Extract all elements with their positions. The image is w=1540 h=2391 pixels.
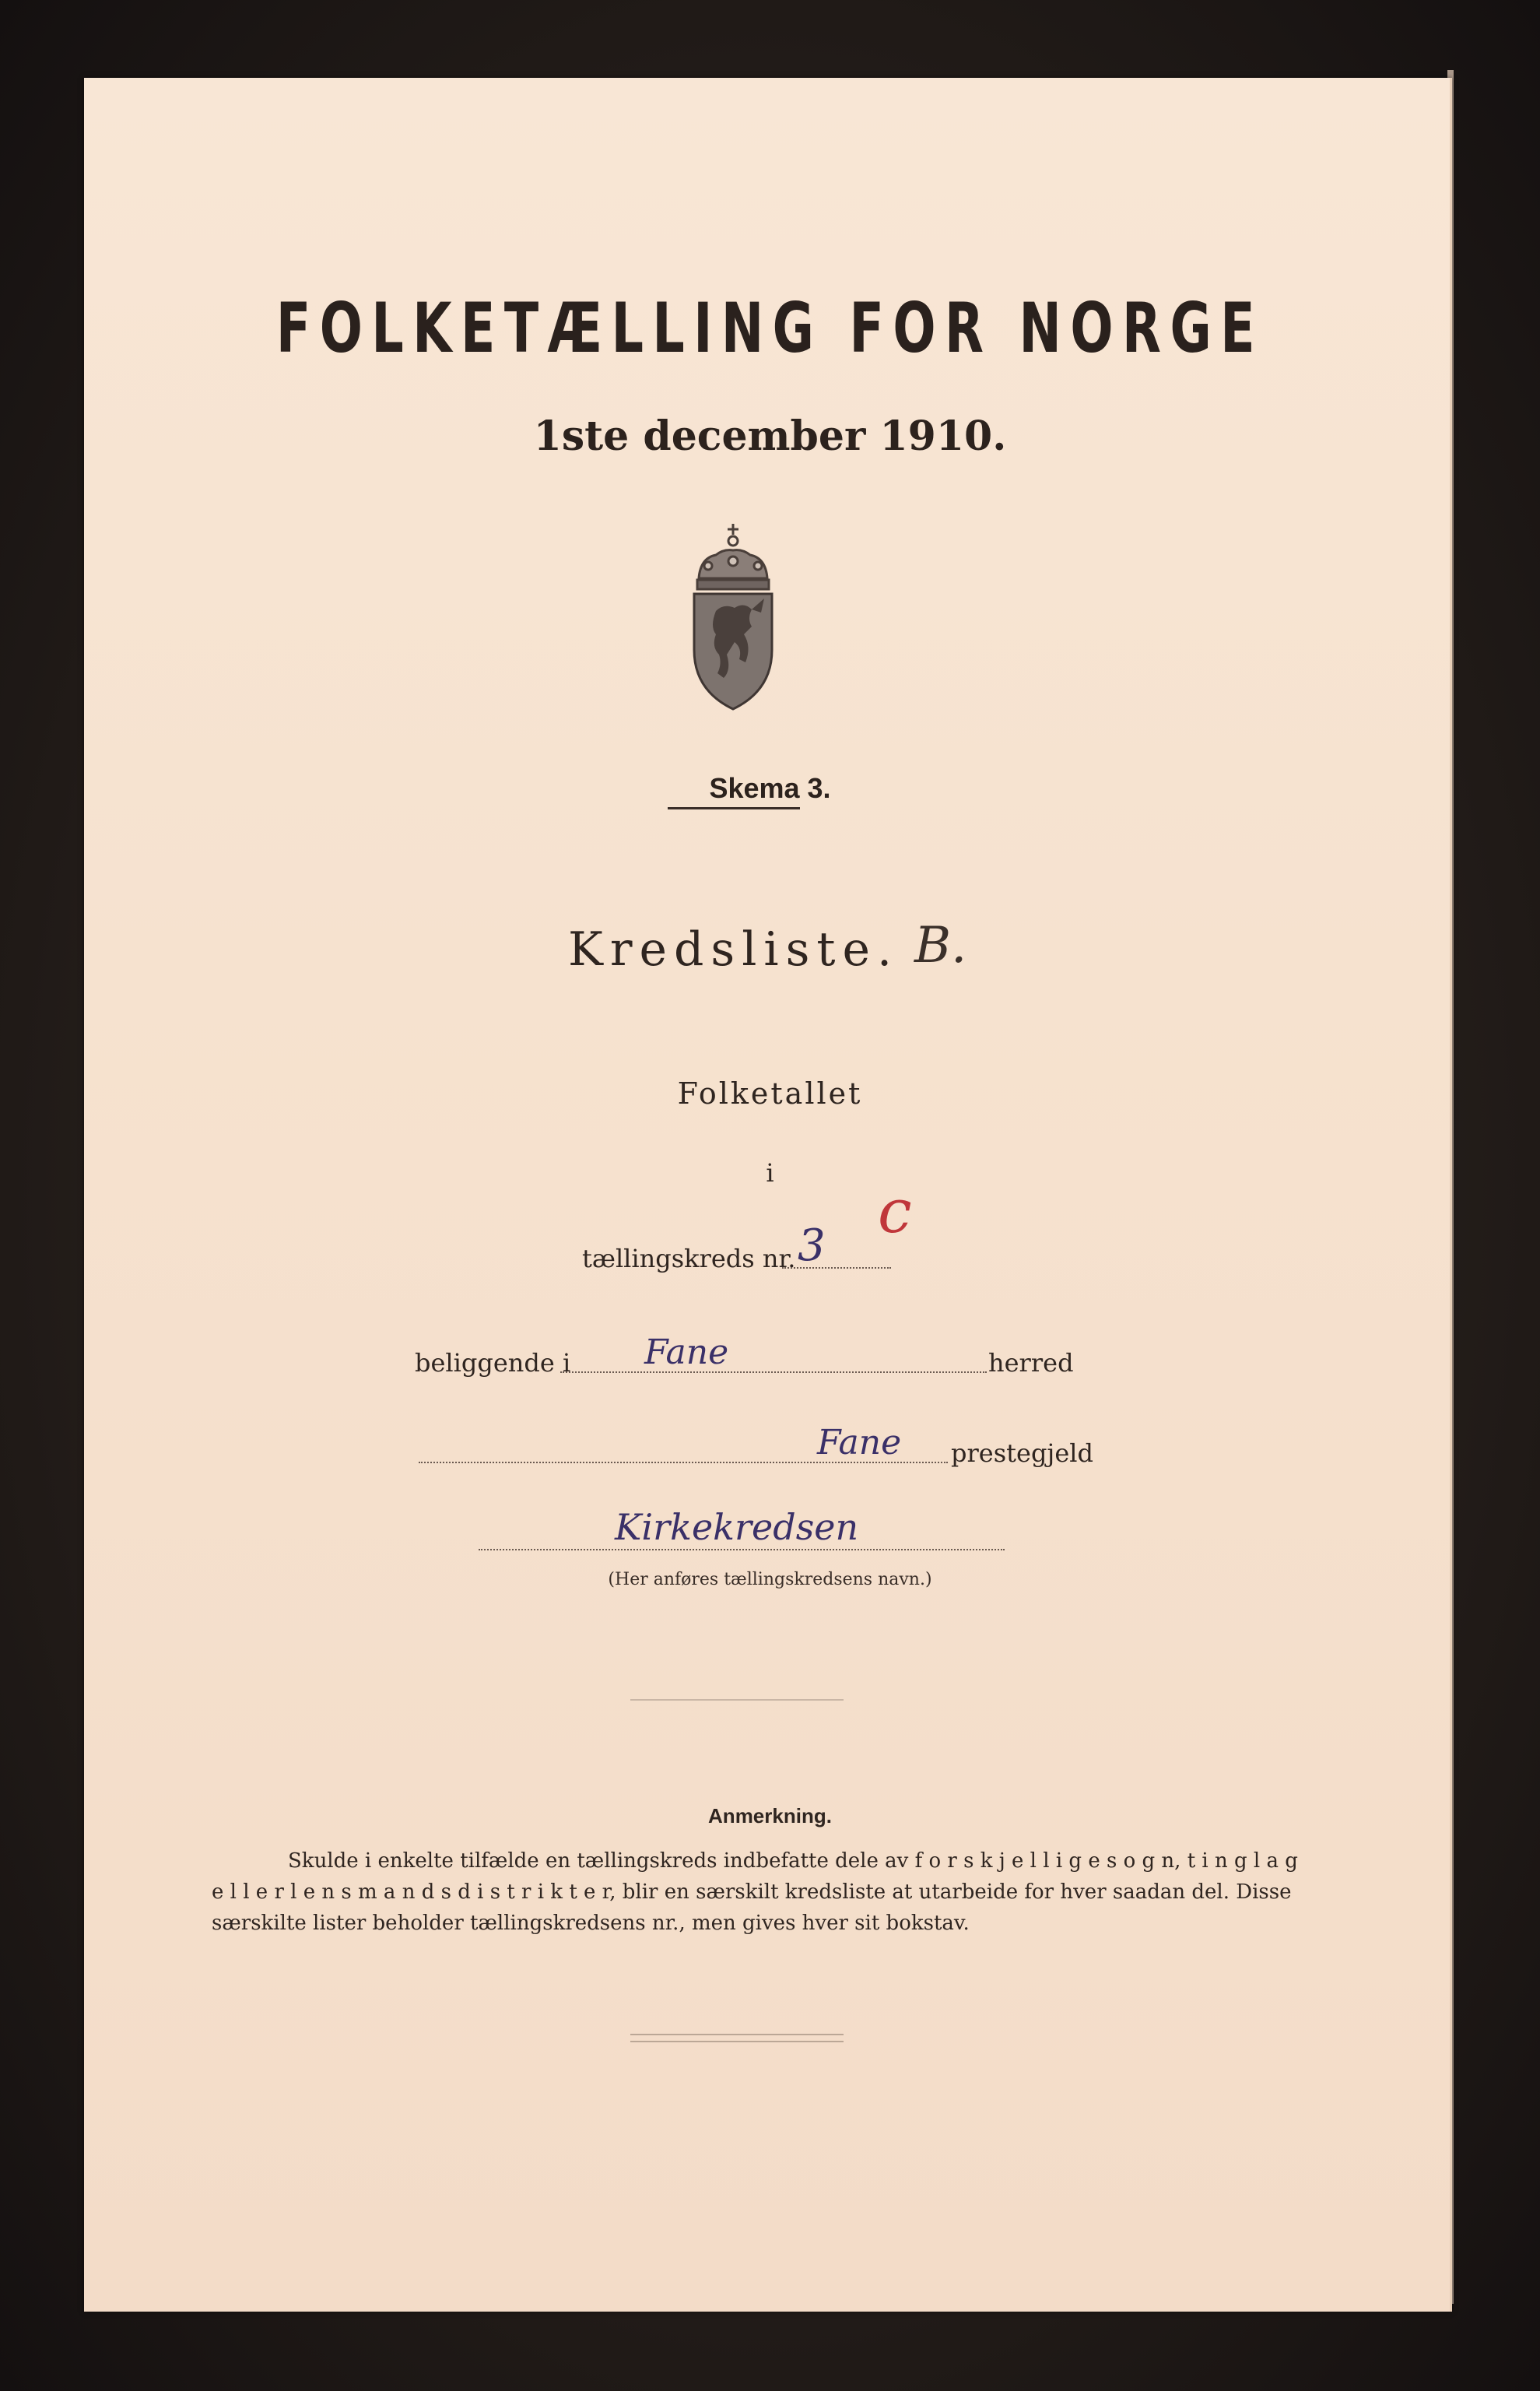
anmerkning-title: Anmerkning.	[708, 1804, 832, 1827]
form-heading: Kredsliste.	[568, 922, 900, 977]
herred-value: Fane	[644, 1332, 729, 1372]
schema-underline	[668, 807, 800, 809]
prestegjeld-label: prestegjeld	[951, 1438, 1093, 1468]
form-schema-number: Skema 3.	[709, 772, 831, 804]
kreds-name-value: Kirkekredsen	[615, 1506, 859, 1548]
section-divider	[630, 1699, 844, 1701]
anmerkning-line-1: Skulde i enkelte tilfælde en tællingskreds indbefatte dele av f o r s k j e l l i g e s o g n, t i n g l a g	[288, 1849, 1298, 1873]
kreds-name-field	[479, 1549, 1005, 1550]
form-date: 1ste december 1910.	[533, 413, 1007, 460]
kreds-number-label: tællingskreds nr.	[582, 1244, 796, 1273]
bottom-rule-lower	[630, 2041, 844, 2042]
anmerkning-line-2: e l l e r l e n s m a n d s d i s t r i k t e r, blir en særskilt kredsliste at utarbeide for hver saadan del. Disse	[212, 1880, 1292, 1904]
kreds-name-caption: (Her anføres tællingskredsens navn.)	[608, 1570, 932, 1589]
beliggende-label: beliggende i	[415, 1348, 571, 1378]
preposition-i: i	[766, 1158, 774, 1188]
norwegian-coat-of-arms-icon	[677, 518, 790, 712]
prestegjeld-value: Fane	[817, 1423, 902, 1462]
kreds-number-value: 3	[798, 1220, 826, 1271]
form-title: FOLKETÆLLING FOR NORGE	[275, 288, 1265, 368]
bottom-rule-upper	[630, 2034, 844, 2035]
anmerkning-line-3: særskilte lister beholder tællingskredsens nr., men gives hver sit bokstav.	[212, 1912, 970, 1935]
handwritten-list-letter: B.	[914, 917, 967, 974]
kreds-letter-value: c	[878, 1177, 912, 1247]
herred-label: herred	[988, 1348, 1074, 1378]
herred-field	[560, 1371, 987, 1373]
folketallet-label: Folketallet	[677, 1076, 863, 1111]
